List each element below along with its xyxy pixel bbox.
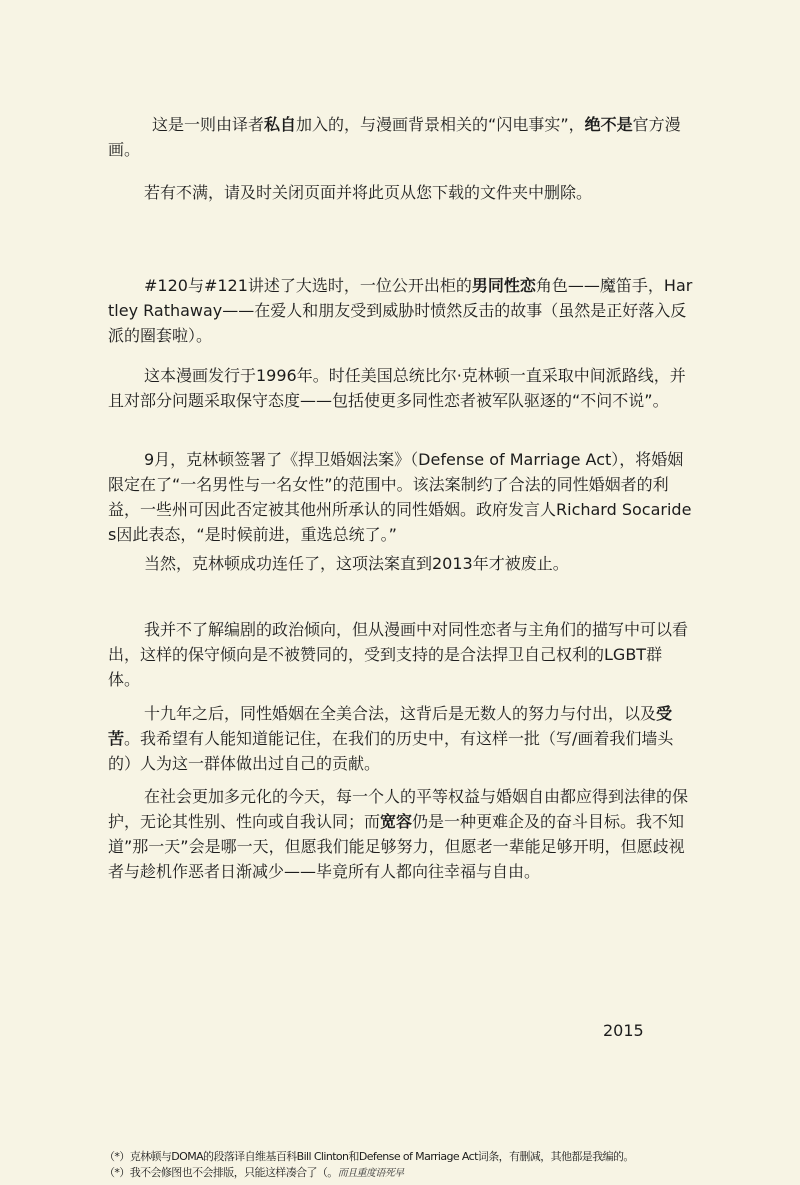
disclaimer-text-2: 加入的，与漫画背景相关的“闪电事实”， <box>296 115 585 134</box>
footnote-2 <box>104 1165 764 1182</box>
disclaimer-bold-1: 私自 <box>264 115 297 134</box>
reflection-p7-text-b: 仍是一种更难企及的奋斗目标。我不知道”那一天”会是哪一天，但愿我们能足够努力，但愿老一辈能足够开明，但愿歧视者与趁机作恶者日渐减少——毕竟所有人都向往幸福与自由。 <box>108 812 685 881</box>
notice-text: 若有不满，请及时关闭页面并将此页从您下载的文件夹中删除。 <box>144 183 593 202</box>
disclaimer-bold-2: 绝不是 <box>584 115 633 134</box>
story-p1-text-b: 角色——魔笛手，Hartley Rathaway——在爱人和朋友受到威胁时愤然反击的故事（虽然是正好落入反派的圈套啦）。 <box>108 276 693 345</box>
disclaimer-paragraph <box>108 112 694 162</box>
reflection-p5-text: 我并不了解编剧的政治倾向，但从漫画中对同性恋者与主角们的描写中可以看出，这样的保守倾向是不被赞同的，受到支持的是合法捍卫自己权利的LGBT群体。 <box>108 620 689 689</box>
reflection-paragraph-3 <box>108 784 694 884</box>
story-p2-text: 这本漫画发行于1996年。时任美国总统比尔·克林顿一直采取中间派路线，并且对部分问题采取保守态度——包括使更多同性恋者被军队驱逐的“不问不说”。 <box>108 366 686 410</box>
reflection-p6-text-b: 。我希望有人能知道能记住，在我们的历史中，有这样一批（写/画着我们墙头的）人为这一群体做出过自己的贡献。 <box>108 729 674 773</box>
story-paragraph-2 <box>108 363 694 413</box>
story-p4-text: 当然，克林顿成功连任了，这项法案直到2013年才被废止。 <box>144 554 569 573</box>
story-p1-bold: 男同性恋 <box>471 276 536 295</box>
footnotes <box>104 1149 764 1182</box>
notice-paragraph <box>108 180 694 205</box>
reflection-p7-bold: 宽容 <box>380 812 413 831</box>
story-paragraph-3 <box>108 447 694 547</box>
reflection-paragraph-2 <box>108 701 694 776</box>
story-paragraph-1 <box>108 273 694 348</box>
footnote-1: （*）克林顿与DOMA的段落译自维基百科Bill Clinton和Defense of Marriage Act词条，有删减，其他都是我编的。 <box>104 1150 634 1163</box>
footnote-2-text: （*）我不会修图也不会排版，只能这样凑合了（。 <box>104 1166 338 1179</box>
footnote-2-scribble: 而且重度语死早 <box>337 1168 404 1179</box>
disclaimer-text-1: 这是一则由译者 <box>152 115 265 134</box>
reflection-p7-text-a: 在社会更加多元化的今天，每一个人的平等权益与婚姻自由都应得到法律的保护，无论其性别、性向或自我认同；而 <box>108 787 689 831</box>
story-p1-text-a: #120与#121讲述了大选时，一位公开出柜的 <box>144 276 472 295</box>
story-p3-text: 9月，克林顿签署了《捍卫婚姻法案》（Defense of Marriage Act），将婚姻限定在了“一名男性与一名女性”的范围中。该法案制约了合法的同性婚姻者的利益，一些州可因此否定被其他州所承认的同性婚姻。政府发言人Richard Socarides因此表态，“是时候前进，重选总统了。” <box>108 450 692 544</box>
reflection-p6-bold: 受苦 <box>108 704 673 748</box>
story-paragraph-4 <box>108 551 694 576</box>
reflection-p6-text-a: 十九年之后，同性婚姻在全美合法，这背后是无数人的努力与付出，以及 <box>144 704 657 723</box>
disclaimer-text-3: 官方漫画。 <box>108 115 681 159</box>
signature-year: 2015 <box>603 1021 644 1040</box>
reflection-paragraph-1 <box>108 617 694 692</box>
